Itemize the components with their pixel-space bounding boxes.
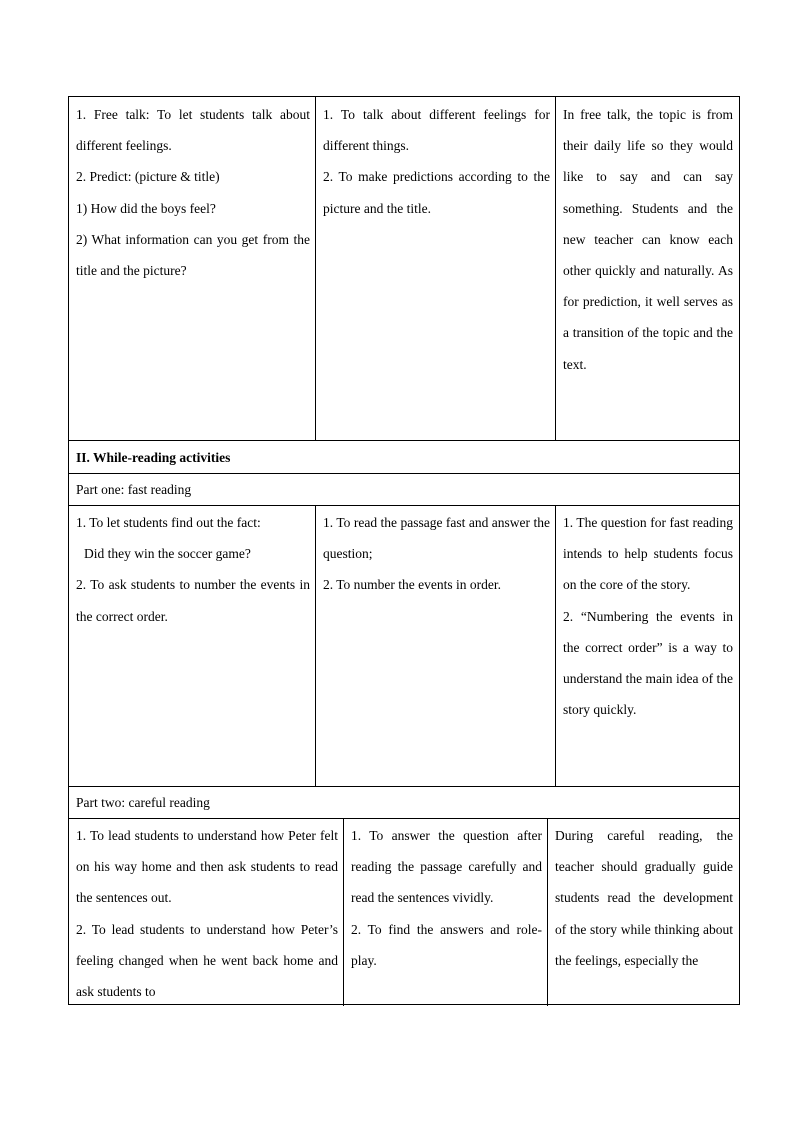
row1-col3	[556, 99, 739, 380]
column-border	[555, 505, 556, 786]
row1-col1-line: 2. Predict: (picture & title)	[76, 169, 220, 185]
part-two-col1-line: 2. To lead students to understand how Peter’s feeling changed when he went back home and ask students to	[76, 921, 338, 1000]
part-one-col1	[69, 507, 316, 632]
row1-col2	[316, 99, 556, 224]
part-two-col1-line: 1. To lead students to understand how Peter felt on his way home and then ask students to read the sentences out.	[76, 828, 338, 906]
row1-col3-text: In free talk, the topic is from their daily life so they would like to say and can say something. Students and the new teacher can know each other quickly and naturally. As for prediction, it well serves as a transition of the topic and the text.	[563, 107, 733, 372]
row1-col1-line: 1. Free talk: To let students talk about different feelings.	[76, 107, 310, 154]
row1-col2-line: 2. To make predictions according to the picture and the title.	[323, 169, 550, 216]
part-one-col3	[556, 507, 739, 725]
part-one-col2	[316, 507, 556, 601]
part-two-col2-line: 1. To answer the question after reading the passage carefully and read the sentences vividly.	[351, 828, 542, 906]
part-one-col1-line: 2. To ask students to number the events in the correct order.	[76, 577, 310, 624]
part-two-col2	[344, 820, 548, 976]
part-one-col2-line: 2. To number the events in order.	[323, 577, 502, 593]
column-border	[315, 97, 316, 441]
part-one-label: Part one: fast reading	[76, 482, 192, 497]
column-border	[555, 97, 556, 441]
row1-col1-line: 2) What information can you get from the title and the picture?	[76, 231, 310, 279]
divider	[69, 505, 739, 506]
part-two-col3-text: During careful reading, the teacher should gradually guide students read the development of the story while thinking about the feelings, especially the	[555, 828, 733, 968]
part-one-col1-line: Did they win the soccer game?	[84, 546, 251, 562]
part-two-label: Part two: careful reading	[76, 795, 210, 810]
lesson-plan-table	[68, 96, 740, 1005]
divider	[69, 818, 739, 819]
part-two-col1	[69, 820, 344, 1007]
column-border	[343, 818, 344, 1006]
part-two-col3	[548, 820, 739, 976]
part-one-col3-line: 2. “Numbering the events in the correct order” is a way to understand the main idea of the story quickly.	[563, 608, 733, 718]
column-border	[547, 818, 548, 1006]
row1-col2-line: 1. To talk about different feelings for different things.	[323, 107, 550, 154]
divider	[69, 440, 739, 441]
row1-col1-line: 1) How did the boys feel?	[76, 200, 216, 216]
column-border	[315, 505, 316, 786]
section-header: II. While-reading activities	[76, 450, 231, 465]
part-two-col2-line: 2. To find the answers and role-play.	[351, 921, 542, 968]
row1-col1	[69, 99, 316, 286]
part-one-col2-line: 1. To read the passage fast and answer the question;	[323, 515, 550, 562]
part-one-col3-line: 1. The question for fast reading intends to help students focus on the core of the story.	[563, 515, 733, 593]
part-one-col1-line: 1. To let students find out the fact:	[76, 515, 261, 530]
